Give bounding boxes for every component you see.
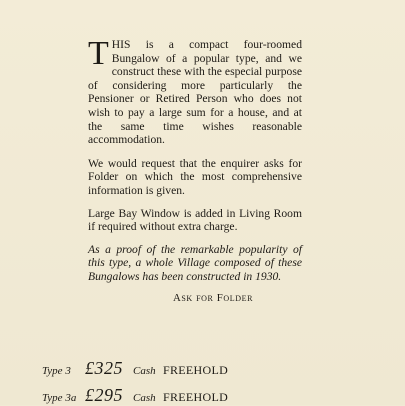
drop-cap: T [88, 35, 109, 72]
tenure-label: FREEHOLD [163, 390, 229, 404]
price-amount: £295 [85, 385, 123, 405]
type-label: Type 3a [42, 392, 77, 404]
payment-label: Cash [133, 392, 156, 404]
price-row [42, 358, 228, 379]
ask-for-folder: Ask for Folder [172, 291, 254, 304]
description-block [88, 35, 302, 304]
bay-window-paragraph: Large Bay Window is added in Living Room if required without extra charge. [88, 206, 302, 234]
type-label: Type 3 [42, 365, 71, 377]
price-row [42, 385, 228, 406]
tenure-label: FREEHOLD [163, 363, 229, 377]
intro-paragraph [88, 35, 302, 147]
payment-label: Cash [133, 365, 156, 377]
price-amount: £325 [85, 358, 123, 378]
folder-request-paragraph: We would request that the enquirer asks for Folder on which the most comprehensive information is given. [88, 156, 302, 197]
popularity-note: As a proof of the remarkable popularity of this type, a whole Village composed of these Bungalows has been constructed in 1930. [88, 242, 302, 283]
intro-text: HIS is a compact four-roomed Bungalow of a popular type, and we construct these with the especial purpose of considering more particularly the Pensioner or Retired Person who does not wish to pay a large sum for a house, and at the same time wishes reasonable accommodation. [88, 38, 302, 147]
